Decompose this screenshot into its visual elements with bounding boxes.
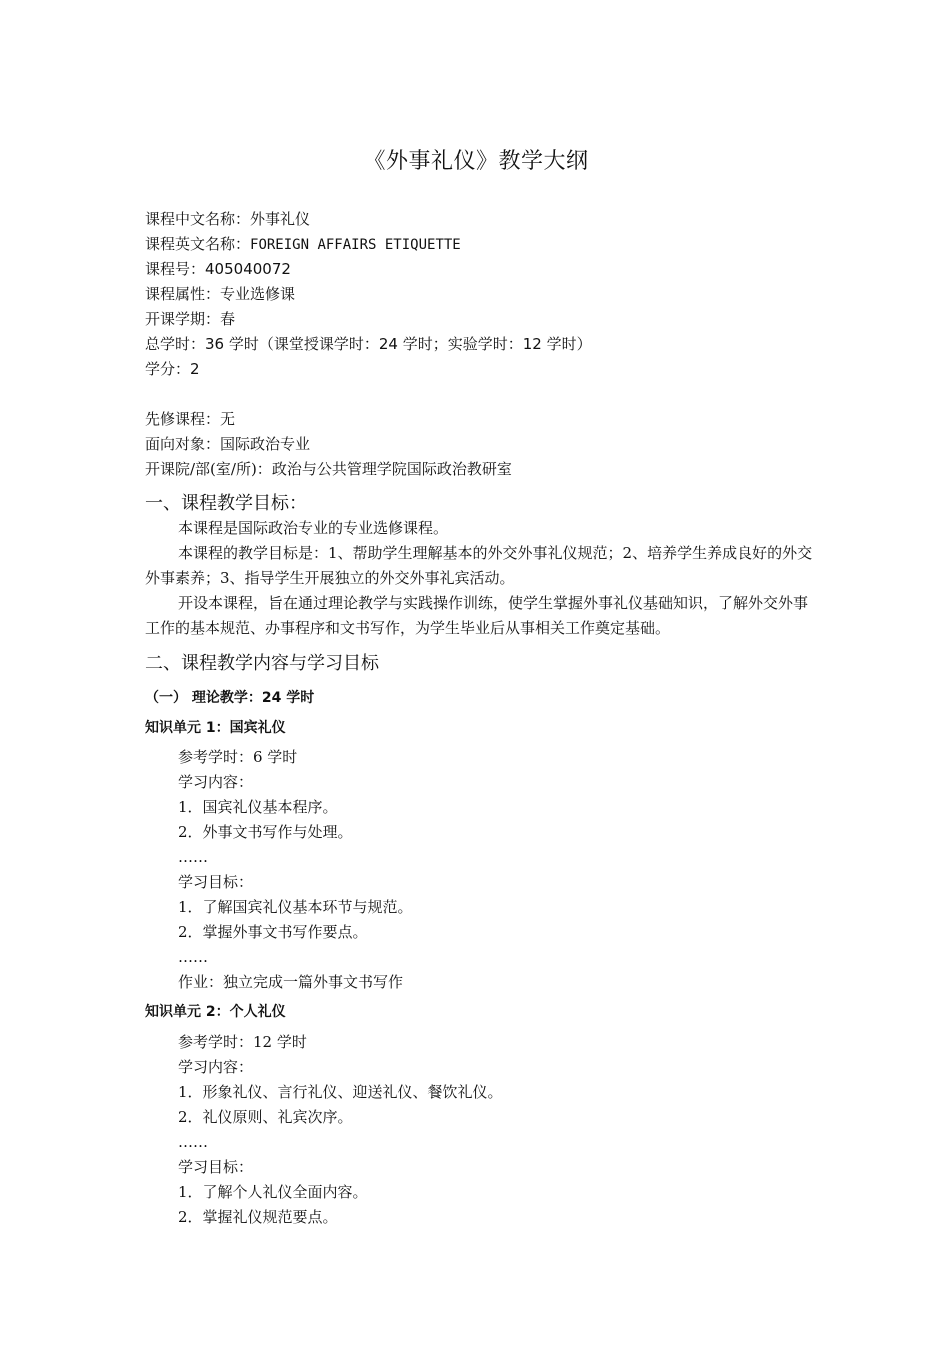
unit2-goal-item: 1．了解个人礼仪全面内容。 xyxy=(178,1183,368,1201)
course-attr-label: 课程属性： xyxy=(145,285,221,303)
theory-teaching-heading: （一） 理论教学：24 学时 xyxy=(145,690,315,706)
unit2-content-ellipsis: …… xyxy=(178,1133,208,1151)
course-dept-row xyxy=(145,459,512,479)
course-en-name: FOREIGN AFFAIRS ETIQUETTE xyxy=(250,237,461,253)
unit1-homework: 作业：独立完成一篇外事文书写作 xyxy=(178,973,404,991)
unit2-content-item: 2．礼仪原则、礼宾次序。 xyxy=(178,1108,353,1126)
course-attr-row xyxy=(145,284,295,304)
course-audience-label: 面向对象： xyxy=(145,435,221,453)
course-en-name-label: 课程英文名称： xyxy=(145,235,251,253)
unit1-goal-ellipsis: …… xyxy=(178,948,208,966)
unit1-goal-item: 2．掌握外事文书写作要点。 xyxy=(178,923,368,941)
unit1-content-item: 1．国宾礼仪基本程序。 xyxy=(178,798,338,816)
unit1-content-ellipsis: …… xyxy=(178,848,208,866)
course-dept: 政治与公共管理学院国际政治教研室 xyxy=(271,460,512,478)
section1-paragraph-1: 本课程是国际政治专业的专业选修课程。 xyxy=(178,519,449,537)
course-code: 405040072 xyxy=(205,260,291,278)
course-credit-label: 学分： xyxy=(145,360,191,378)
unit2-content-label: 学习内容： xyxy=(178,1058,254,1076)
unit1-content-label: 学习内容： xyxy=(178,773,254,791)
unit1-hours: 参考学时：6 学时 xyxy=(178,748,298,766)
course-audience-row xyxy=(145,434,310,454)
course-prereq: 无 xyxy=(220,410,236,428)
unit1-title: 知识单元 1：国宾礼仪 xyxy=(145,720,286,736)
course-code-label: 课程号： xyxy=(145,260,206,278)
course-hours: 36 学时（课堂授课学时：24 学时；实验学时：12 学时） xyxy=(205,335,592,353)
course-credit-row xyxy=(145,359,200,379)
course-dept-label: 开课院/部(室/所)： xyxy=(145,460,272,478)
document-title: 《外事礼仪》教学大纲 xyxy=(363,149,589,174)
section1-paragraph-3: 开设本课程，旨在通过理论教学与实践操作训练，使学生掌握外事礼仪基础知识，了解外交外事工作的基本规范、办事程序和文书写作，为学生毕业后从事相关工作奠定基础。 xyxy=(145,594,809,637)
course-prereq-label: 先修课程： xyxy=(145,410,221,428)
course-en-name-row xyxy=(145,234,461,255)
course-audience: 国际政治专业 xyxy=(220,435,311,453)
unit2-goal-item: 2．掌握礼仪规范要点。 xyxy=(178,1208,338,1226)
unit2-title: 知识单元 2：个人礼仪 xyxy=(145,1004,286,1020)
section1-paragraph-2: 本课程的教学目标是：1、帮助学生理解基本的外交外事礼仪规范；2、培养学生养成良好的外交外事素养；3、指导学生开展独立的外交外事礼宾活动。 xyxy=(145,544,813,587)
course-cn-name-row xyxy=(145,209,310,229)
unit1-goal-item: 1．了解国宾礼仪基本环节与规范。 xyxy=(178,898,413,916)
unit2-goal-label: 学习目标： xyxy=(178,1158,254,1176)
unit2-hours: 参考学时：12 学时 xyxy=(178,1033,307,1051)
course-cn-name: 外事礼仪 xyxy=(250,210,311,228)
course-prereq-row xyxy=(145,409,235,429)
course-code-row xyxy=(145,259,291,279)
course-term: 春 xyxy=(220,310,236,328)
unit1-goal-label: 学习目标： xyxy=(178,873,254,891)
course-cn-name-label: 课程中文名称： xyxy=(145,210,251,228)
course-term-row xyxy=(145,309,235,329)
unit1-content-item: 2．外事文书写作与处理。 xyxy=(178,823,353,841)
unit2-content-item: 1．形象礼仪、言行礼仪、迎送礼仪、餐饮礼仪。 xyxy=(178,1083,503,1101)
course-hours-row xyxy=(145,334,592,354)
course-hours-label: 总学时： xyxy=(145,335,206,353)
course-term-label: 开课学期： xyxy=(145,310,221,328)
section1-heading: 一、课程教学目标： xyxy=(145,493,307,514)
course-attr: 专业选修课 xyxy=(220,285,296,303)
section2-heading: 二、课程教学内容与学习目标 xyxy=(145,653,379,674)
course-credit: 2 xyxy=(190,360,200,378)
